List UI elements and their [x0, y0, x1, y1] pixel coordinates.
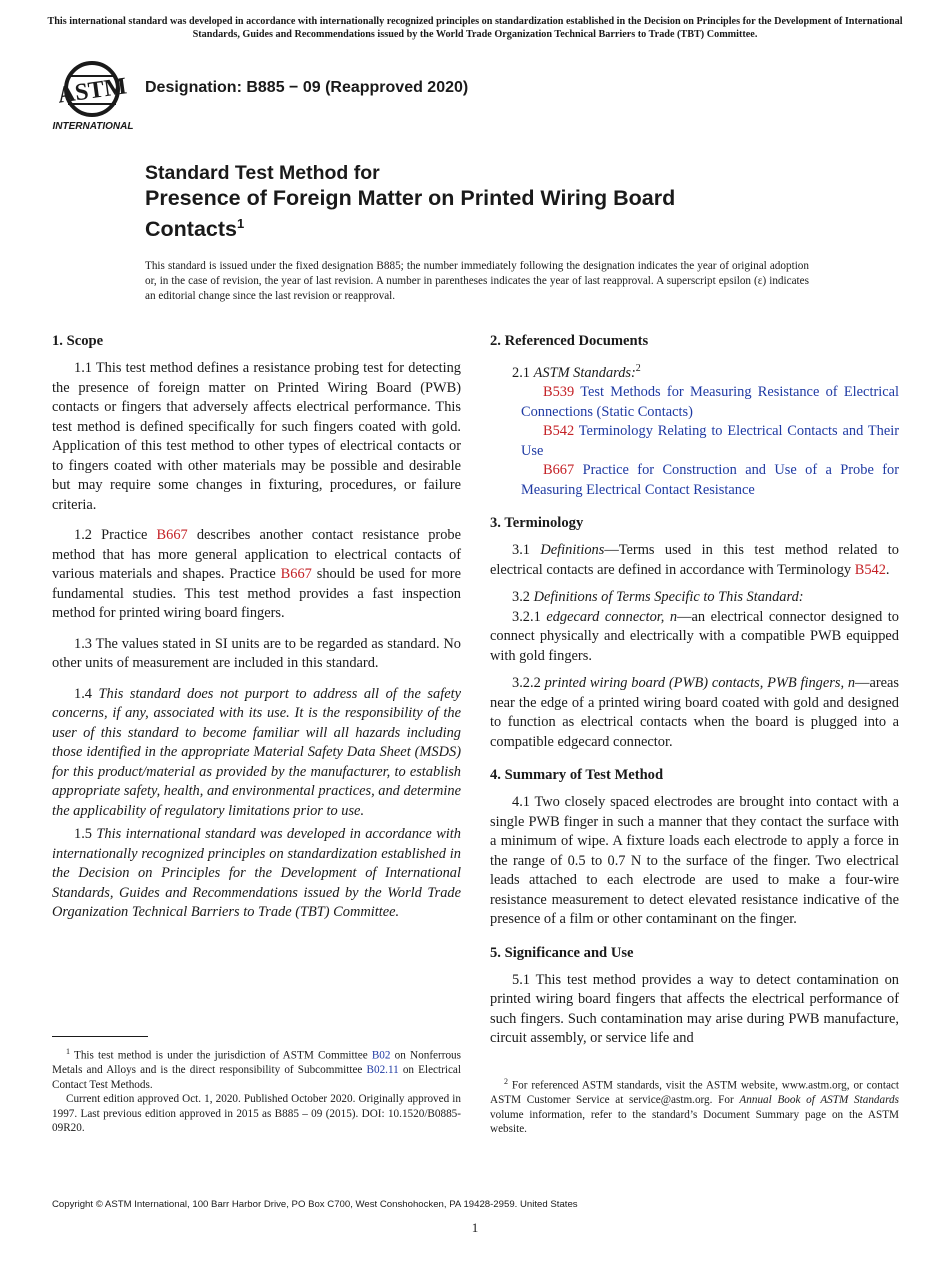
- reference-item: [490, 461, 899, 500]
- section-heading-referenced-documents: 2. Referenced Documents: [490, 333, 649, 349]
- section-heading-terminology: 3. Terminology: [490, 515, 584, 532]
- reference-code-b667[interactable]: B667: [543, 462, 575, 479]
- reference-item: [490, 422, 899, 461]
- reference-code-b542[interactable]: B542: [543, 423, 575, 440]
- link-b667[interactable]: B667: [280, 566, 312, 582]
- svg-text:INTERNATIONAL: INTERNATIONAL: [52, 121, 134, 132]
- title-line-1: Standard Test Method for: [145, 162, 380, 184]
- paragraph-3-2: 3.2 Definitions of Terms Specific to This Standard:: [512, 589, 804, 606]
- link-b02[interactable]: B02: [371, 1049, 391, 1062]
- paragraph-5-1: 5.1 This test method provides a way to detect contamination on printed wiring board fingers that affects the electrical performance of such fingers. Such contamination may arise during PWB manufacture, circuit assembly, or service life and: [490, 971, 899, 1047]
- right-column: [490, 331, 899, 1049]
- paragraph-1-1: 1.1 This test method defines a resistance probing test for detecting the presence of foreign matter on Printed Wiring Board (PWB) contacts or fingers that adversely affects electrical performance. This test method is defined specifically for such fingers coated with gold. Application of this test method to other types of electrical contacts or to fingers coated with other materials may be possible and desirable but may require some changes in fixturing, procedures, or failure criteria.: [52, 360, 461, 513]
- footnote-1: $^1$ This test method is under the jurisdiction of ASTM Committee B02 on Nonferrous Metals and Alloys and is the direct responsibility of Subcommittee B02.11 on Electrical Contact Test Methods. Current edition approved Oct. 1, 2020. Published October 2020. Originally approved in 1997. Last previous edition approved in 2015 as B885 – 09 (2015). DOI: 10.1520/B0885-09R20.: [52, 1047, 462, 1135]
- paragraph-2-1: 2.1 ASTM Standards:$^2$: [512, 363, 641, 381]
- copyright-notice: Copyright © ASTM International, 100 Barr Harbor Drive, PO Box C700, West Conshohocken, PA 19428-2959. United States: [52, 1199, 578, 1210]
- footnote-divider: [52, 1036, 148, 1037]
- link-b02-11[interactable]: B02.11: [366, 1064, 399, 1077]
- svg-text:ASTM: ASTM: [56, 73, 129, 109]
- paragraph-4-1: 4.1 Two closely spaced electrodes are brought into contact with a single PWB finger in such a manner that they contact the surface with a minimum of wipe. A fixture loads each electrode to apply a force in the range of 0.5 to 0.7 N to the surface of the finger. Two electrical leads attached to each electrode are used to make a four-wire resistance measurement to detect elevated resistance indicative of the presence of a film or other contaminant on the finger.: [490, 794, 899, 928]
- section-heading-significance: 5. Significance and Use: [490, 944, 634, 961]
- link-b542[interactable]: B542: [854, 561, 886, 578]
- paragraph-3-2-2: 3.2.2 printed wiring board (PWB) contacts, PWB fingers, n—areas near the edge of a printed wiring board coated with gold and designed to function as electrical contacts when the board is plugged into a compatible edgecard connector.: [490, 675, 899, 750]
- footnote-1-edition: Current edition approved Oct. 1, 2020. Published October 2020. Originally approved in 1997. Last previous edition approved in 2015 as B885 – 09 (2015). DOI: 10.1520/B0885-09R20.: [52, 1093, 461, 1135]
- title-line-2: Presence of Foreign Matter on Printed Wiring Board: [145, 186, 676, 210]
- paragraph-1-3: 1.3 The values stated in SI units are to be regarded as standard. No other units of measurement are included in this standard.: [52, 635, 461, 671]
- paragraph-3-1: 3.1 Definitions—Terms used in this test method related to electrical contacts are defined in accordance with Terminology B542.: [490, 542, 899, 578]
- footnote-2: $^2$ For referenced ASTM standards, visit the ASTM website, www.astm.org, or contact ASTM Customer Service at service@astm.org. For Annual Book of ASTM Standards volume information, refer to the standard’s Document Summary page on the ASTM website.: [490, 1077, 899, 1136]
- header-notice: This international standard was developed in accordance with internationally recognized principles on standardization established in the Decision on Principles for the Development of International Standards, Guides and Recommendations issued by the World Trade Organization Technical Barriers to Trade (TBT) Committee.: [47, 16, 903, 40]
- reference-title[interactable]: Test Methods for Measuring Resistance of Electrical Connections (Static Contacts): [521, 384, 900, 420]
- reference-title[interactable]: Practice for Construction and Use of a Probe for Measuring Electrical Contact Resistance: [521, 462, 899, 498]
- astm-logo: [52, 56, 134, 132]
- section-heading-scope: 1. Scope: [52, 333, 104, 349]
- reference-item: [490, 383, 899, 422]
- title-footnote-mark: 1: [236, 216, 245, 231]
- link-b667[interactable]: B667: [156, 527, 188, 543]
- paragraph-1-4: 1.4 This standard does not purport to address all of the safety concerns, if any, associated with its use. It is the responsibility of the user of this standard to become familiar will all hazards including those identified in the appropriate Material Safety Data Sheet (MSDS) for this product/material as provided by the manufacturer, to establish appropriate safety, health, and environmental practices, and determine the applicability of regulatory limitations prior to use.: [52, 685, 461, 819]
- standard-issuance-note: This standard is issued under the fixed designation B885; the number immediately following the designation indicates the year of original adoption or, in the case of revision, the year of last revision. A number in parentheses indicates the year of last reapproval. A superscript epsilon (ε) indicates an editorial change since the last revision or reapproval.: [145, 260, 809, 302]
- page-number: 1: [471, 1220, 479, 1235]
- left-column: [52, 331, 461, 923]
- paragraph-1-2: 1.2 Practice B667 describes another contact resistance probe method that has more general application to electrical contacts of various materials and shapes. Practice B667 should be used for more fundamental studies. This test method provides a fast inspection method for printed wiring board fingers.: [52, 527, 461, 621]
- title-line-3: Contacts: [145, 217, 237, 242]
- paragraph-1-5: 1.5 This international standard was developed in accordance with internationally recognized principles on standardization established in the Decision on Principles for the Development of International Standards, Guides and Recommendations issued by the World Trade Organization Technical Barriers to Trade (TBT) Committee.: [52, 826, 461, 920]
- document-title: [145, 161, 785, 242]
- reference-code-b539[interactable]: B539: [543, 384, 575, 401]
- section-heading-summary: 4. Summary of Test Method: [490, 767, 664, 784]
- reference-title[interactable]: Terminology Relating to Electrical Contacts and Their Use: [521, 423, 899, 459]
- designation: Designation: B885 − 09 (Reapproved 2020): [145, 79, 469, 96]
- paragraph-3-2-1: 3.2.1 edgecard connector, n—an electrical connector designed to connect physically and electrically with a compatible PWB equipped with gold fingers.: [490, 608, 899, 664]
